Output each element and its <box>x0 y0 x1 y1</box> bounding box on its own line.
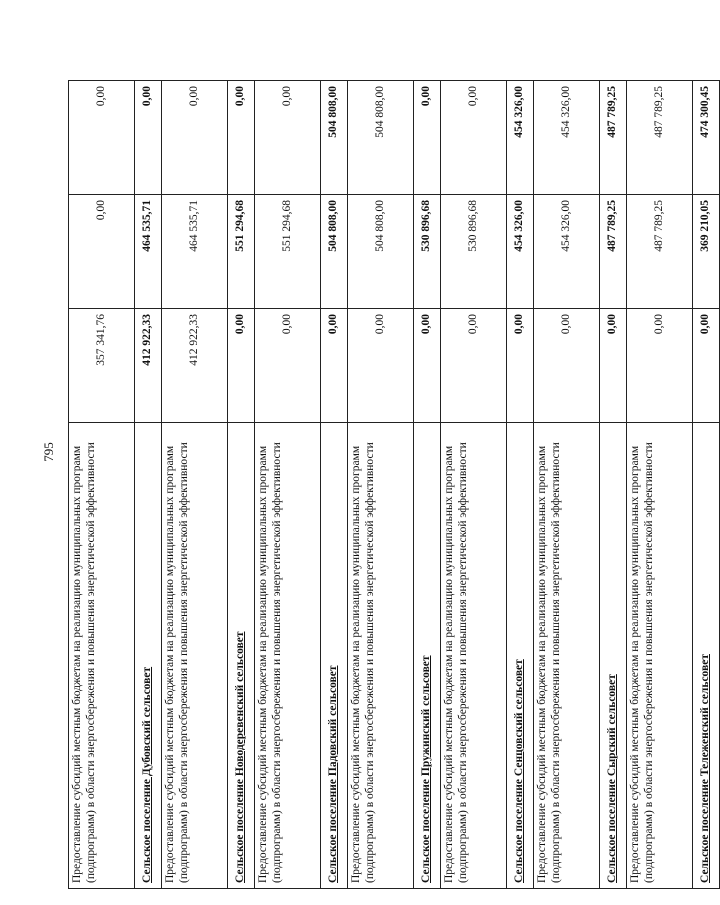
value-col-2: 454 326,00 <box>507 195 534 309</box>
table-row-settlement <box>228 81 255 889</box>
table-row-subsidy <box>255 81 321 889</box>
value-col-1: 0,00 <box>534 309 600 423</box>
table-row-settlement <box>135 81 162 889</box>
table-row-subsidy <box>348 81 414 889</box>
value-col-3: 0,00 <box>135 81 162 195</box>
value-col-2: 369 210,05 <box>693 195 720 309</box>
value-col-2: 530 896,68 <box>414 195 441 309</box>
value-col-3: 504 808,00 <box>321 81 348 195</box>
settlement-name: Сельское поселение Пружинский сельсовет <box>414 423 441 889</box>
value-col-1: 0,00 <box>414 309 441 423</box>
value-col-2: 0,00 <box>69 195 135 309</box>
value-col-2: 504 808,00 <box>348 195 414 309</box>
value-col-1: 412 922,33 <box>135 309 162 423</box>
table-row-subsidy <box>627 81 693 889</box>
table-row-settlement <box>507 81 534 889</box>
settlement-name: Сельское поселение Дубовский сельсовет <box>135 423 162 889</box>
value-col-1: 0,00 <box>627 309 693 423</box>
value-col-3: 487 789,25 <box>600 81 627 195</box>
value-col-2: 551 294,68 <box>255 195 321 309</box>
row-description: Предоставление субсидий местным бюджетам на реализацию муниципальных программ (подпрограмм) в области энергосбережения и повышения энергетической эффективности <box>627 423 693 889</box>
table-row-subsidy <box>162 81 228 889</box>
value-col-3: 0,00 <box>69 81 135 195</box>
settlement-name: Сельское поселение Сырский сельсовет <box>600 423 627 889</box>
value-col-2: 487 789,25 <box>627 195 693 309</box>
value-col-1: 0,00 <box>321 309 348 423</box>
row-description: Предоставление субсидий местным бюджетам на реализацию муниципальных программ (подпрограмм) в области энергосбережения и повышения энергетической эффективности <box>441 423 507 889</box>
value-col-1: 0,00 <box>600 309 627 423</box>
value-col-3: 487 789,25 <box>627 81 693 195</box>
table-row-subsidy <box>69 81 135 889</box>
table-row-settlement <box>414 81 441 889</box>
value-col-2: 454 326,00 <box>534 195 600 309</box>
value-col-3: 0,00 <box>162 81 228 195</box>
page-number: 795 <box>41 442 56 462</box>
settlement-name: Сельское поселение Тележенский сельсовет <box>693 423 720 889</box>
value-col-1: 0,00 <box>693 309 720 423</box>
value-col-3: 0,00 <box>228 81 255 195</box>
settlement-name: Сельское поселение Сенцовский сельсовет <box>507 423 534 889</box>
value-col-1: 0,00 <box>255 309 321 423</box>
table-row-subsidy <box>441 81 507 889</box>
row-description: Предоставление субсидий местным бюджетам на реализацию муниципальных программ (подпрограмм) в области энергосбережения и повышения энергетической эффективности <box>534 423 600 889</box>
value-col-1: 412 922,33 <box>162 309 228 423</box>
table-row-settlement <box>321 81 348 889</box>
row-description: Предоставление субсидий местным бюджетам на реализацию муниципальных программ (подпрограмм) в области энергосбережения и повышения энергетической эффективности <box>255 423 321 889</box>
row-description: Предоставление субсидий местным бюджетам на реализацию муниципальных программ (подпрограмм) в области энергосбережения и повышения энергетической эффективности <box>69 423 135 889</box>
value-col-3: 454 326,00 <box>507 81 534 195</box>
value-col-1: 0,00 <box>348 309 414 423</box>
value-col-3: 504 808,00 <box>348 81 414 195</box>
value-col-1: 0,00 <box>441 309 507 423</box>
value-col-2: 464 535,71 <box>162 195 228 309</box>
table-row-subsidy <box>534 81 600 889</box>
value-col-2: 464 535,71 <box>135 195 162 309</box>
value-col-3: 454 326,00 <box>534 81 600 195</box>
value-col-3: 0,00 <box>441 81 507 195</box>
value-col-1: 357 341,76 <box>69 309 135 423</box>
value-col-2: 487 789,25 <box>600 195 627 309</box>
settlement-name: Сельское поселение Падовский сельсовет <box>321 423 348 889</box>
budget-table <box>68 80 720 889</box>
table-row-settlement <box>693 81 720 889</box>
value-col-3: 0,00 <box>255 81 321 195</box>
value-col-3: 0,00 <box>414 81 441 195</box>
table-row-settlement <box>600 81 627 889</box>
value-col-2: 530 896,68 <box>441 195 507 309</box>
value-col-2: 551 294,68 <box>228 195 255 309</box>
row-description: Предоставление субсидий местным бюджетам на реализацию муниципальных программ (подпрограмм) в области энергосбережения и повышения энергетической эффективности <box>162 423 228 889</box>
value-col-1: 0,00 <box>228 309 255 423</box>
value-col-2: 504 808,00 <box>321 195 348 309</box>
rotated-table-container <box>68 81 712 889</box>
row-description: Предоставление субсидий местным бюджетам на реализацию муниципальных программ (подпрограмм) в области энергосбережения и повышения энергетической эффективности <box>348 423 414 889</box>
value-col-3: 474 300,45 <box>693 81 720 195</box>
settlement-name: Сельское поселение Новодеревенский сельсовет <box>228 423 255 889</box>
value-col-1: 0,00 <box>507 309 534 423</box>
